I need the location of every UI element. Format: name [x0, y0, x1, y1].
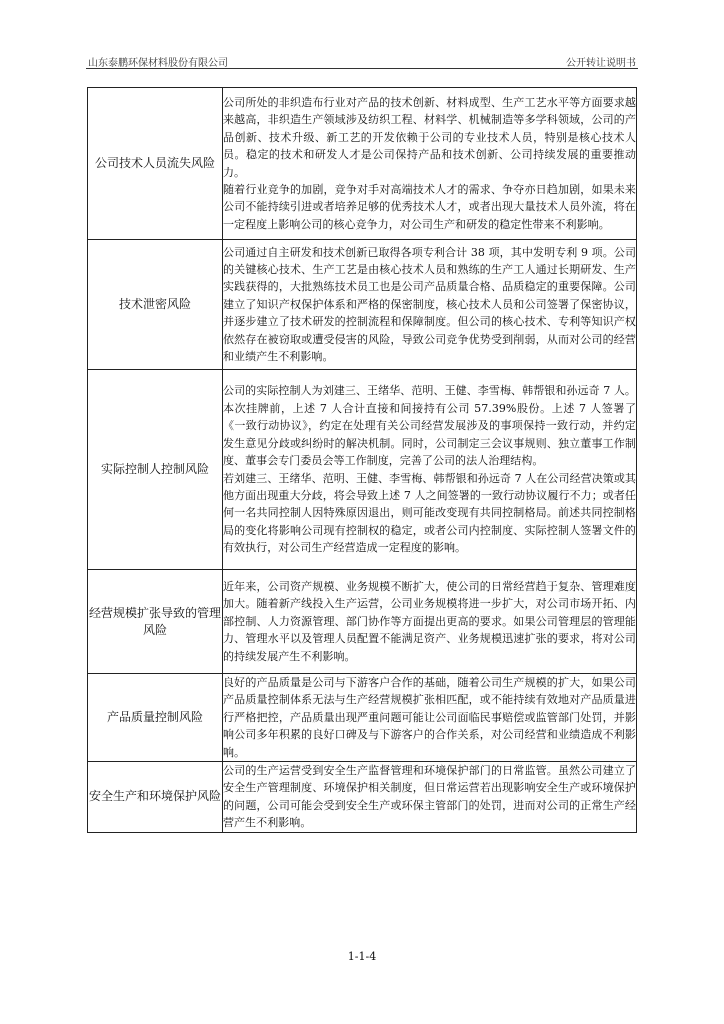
risk-name-cell: 实际控制人控制风险: [88, 370, 223, 570]
risk-name-cell: 安全生产和环境保护风险: [88, 762, 223, 833]
risk-paragraph: 近年来，公司资产规模、业务规模不断扩大，使公司的日常经营趋于复杂、管理难度加大。随着新产线投入生产运营，公司业务规模将进一步扩大，对公司市场开拓、内部控制、人力资源管理、部门协作等方面提出更高的要求。如果公司管理层的管理能力、管理水平以及管理人员配置不能满足资产、业务规模迅速扩张的要求，将对公司的持续发展产生不利影响。: [223, 579, 636, 663]
risk-paragraph: 公司通过自主研发和技术创新已取得各项专利合计 38 项，其中发明专利 9 项。公司的关键核心技术、生产工艺是由核心技术人员和熟练的生产工人通过长期研发、生产实践获得的，大批熟练技术员工也是公司产品质量合格、品质稳定的重要保障。公司建立了知识产权保护体系和严格的保密制度，核心技术人员和公司签署了保密协议，并逐步建立了技术研发的控制流程和保障制度。但公司的核心技术、专利等知识产权依然存在被窃取或遭受侵害的风险，导致公司竞争优势受到削弱，从而对公司的经营和业绩产生不利影响。: [223, 245, 636, 364]
risk-table: [87, 87, 637, 833]
risk-name-cell: 公司技术人员流失风险: [88, 88, 223, 240]
table-row: [88, 762, 637, 833]
risk-name-cell: 经营规模扩张导致的管理风险: [88, 570, 223, 674]
risk-paragraph: 公司的生产运营受到安全生产监督管理和环境保护部门的日常监管。虽然公司建立了安全生产管理制度、环境保护相关制度，但日常运营若出现影响安全生产或环境保护的问题，公司可能会受到安全生产或环保主管部门的处罚，进而对公司的正常生产经营产生不利影响。: [223, 764, 636, 830]
header-document-title: 公开转让说明书: [566, 58, 636, 69]
page-number: 1-1-4: [347, 950, 377, 963]
risk-description-cell: [223, 674, 637, 762]
risk-paragraph: 随着行业竞争的加剧，竞争对手对高端技术人才的需求、争夺亦日趋加剧，如果未来公司不能持续引进或者培养足够的优秀技术人才，或者出现大量技术人员外流，将在一定程度上影响公司的核心竞争力，对公司生产和研发的稳定性带来不利影响。: [223, 182, 636, 231]
page-header: [86, 52, 638, 68]
risk-description-cell: [223, 370, 637, 570]
risk-description-cell: [223, 240, 637, 370]
risk-description-cell: [223, 762, 637, 833]
risk-paragraph: 公司所处的非织造布行业对产品的技术创新、材料成型、生产工艺水平等方面要求越来越高，非织造生产领域涉及纺织工程、材料学、机械制造等多学科领域，公司的产品创新、技术升级、新工艺的开发依赖于公司的专业技术人员，特别是核心技术人员。稳定的技术和研发人才是公司保持产品和技术创新、公司持续发展的重要推动力。: [223, 95, 636, 179]
risk-description-cell: [223, 570, 637, 674]
table-row: [88, 240, 637, 370]
risk-paragraph: 良好的产品质量是公司与下游客户合作的基础，随着公司生产规模的扩大，如果公司产品质量控制体系无法与生产经营规模扩张相匹配，或不能持续有效地对产品质量进行严格把控，产品质量出现严重问题可能让公司面临民事赔偿或监管部门处罚，并影响公司多年积累的良好口碑及与下游客户的合作关系，对公司经营和业绩造成不利影响。: [223, 676, 636, 759]
risk-description-cell: [223, 88, 637, 240]
risk-name-cell: 技术泄密风险: [88, 240, 223, 370]
header-divider: [86, 68, 638, 69]
table-row: [88, 570, 637, 674]
table-row: [88, 88, 637, 240]
table-row: [88, 370, 637, 570]
risk-paragraph: 公司的实际控制人为刘建三、王绪华、范明、王健、李雪梅、韩帮银和孙远奇 7 人。本次挂牌前，上述 7 人合计直接和间接持有公司 57.39%股份。上述 7 人签署了《一致行动协议》，约定在处理有关公司经营发展涉及的事项保持一致行动，并约定发生意见分歧或纠纷时的解决机制。同时，公司制定三会议事规则、独立董事工作制度、董事会专门委员会等工作制度，完善了公司的法人治理结构。: [223, 384, 636, 468]
risk-paragraph: 若刘建三、王绪华、范明、王健、李雪梅、韩帮银和孙远奇 7 人在公司经营决策或其他方面出现重大分歧，将会导致上述 7 人之间签署的一致行动协议履行不力；或者任何一名共同控制人因特殊原因退出，则可能改变现有共同控制格局。前述共同控制格局的变化将影响公司现有控制权的稳定，或者公司内控制度、实际控制人签署文件的有效执行，对公司生产经营造成一定程度的影响。: [223, 471, 636, 555]
header-company-name: 山东泰鹏环保材料股份有限公司: [88, 58, 228, 69]
table-row: [88, 674, 637, 762]
risk-name-cell: 产品质量控制风险: [88, 674, 223, 762]
